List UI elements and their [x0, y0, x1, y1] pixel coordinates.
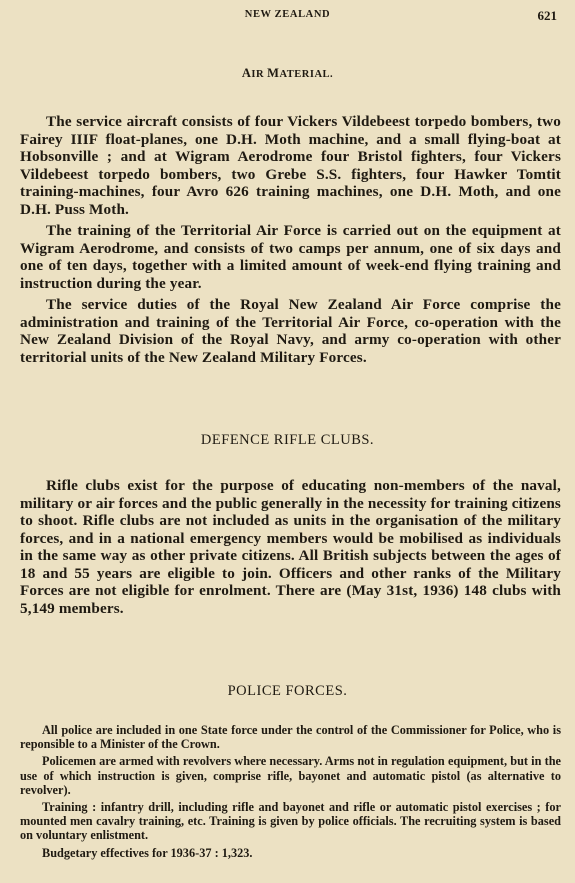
paragraph: Rifle clubs exist for the purpose of educating non-members of the naval, military or air forces and the public generally in the necessity for training citizens to shoot. Rifle clubs are not included as units in the organisation of the military forces, and in a national emergency members would be mobilised as individuals in the same way as other private citizens. All British subjects between the ages of 18 and 55 years are eligible to join. Officers and other ranks of the Military Forces are not eligible for enrolment. There are (May 31st, 1936) 148 clubs with 5,149 members.	[20, 477, 561, 617]
section-air-material	[20, 113, 561, 366]
page-number: 621	[537, 8, 557, 23]
heading-police-forces: POLICE FORCES.	[227, 683, 348, 699]
running-head	[0, 9, 575, 27]
heading-air-rest: ATERIAL.	[279, 69, 334, 80]
heading-defence-rifle-clubs: DEFENCE RIFLE CLUBS.	[200, 432, 375, 448]
paragraph: Budgetary effectives for 1936-37 : 1,323.	[42, 845, 253, 860]
paragraph: Policemen are armed with revolvers where necessary. Arms not in regulation equipment, but in the use of which instruction is given, comprise rifle, bayonet and automatic pistol (as alternative to revolver).	[20, 754, 561, 797]
paragraph: The training of the Territorial Air Force is carried out on the equipment at Wigram Aerodrome, and consists of two camps per annum, one of six days and one of ten days, together with a limited amount of week-end flying training and instruction during the year.	[20, 222, 561, 292]
heading-air-small: IR	[251, 69, 268, 80]
section-defence-rifle-clubs	[20, 477, 561, 617]
paragraph: Training : infantry drill, including rifle and bayonet and rifle or automatic pistol exercises ; for mounted men cavalry training, etc. Training is given by police officials. The recruiting system is based on voluntary enlistment.	[20, 800, 561, 843]
running-title: NEW ZEALAND	[244, 9, 331, 20]
heading-air-material	[0, 66, 575, 81]
paragraph: The service duties of the Royal New Zealand Air Force comprise the administration and training of the Territorial Air Force, co-operation with the New Zealand Division of the Royal Navy, and army co-operation with other territorial units of the New Zealand Military Forces.	[20, 296, 561, 366]
section-police-forces	[20, 723, 561, 860]
paragraph: All police are included in one State force under the control of the Commissioner for Police, who is reponsible to a Minister of the Crown.	[20, 723, 561, 752]
heading-air-first: A	[241, 66, 252, 80]
paragraph: The service aircraft consists of four Vickers Vildebeest torpedo bombers, two Fairey IIIF float-planes, one D.H. Moth machine, and a small flying-boat at Hobsonville ; and at Wigram Aerodrome four Bristol fighters, four Vickers Vildebeest torpedo bombers, two Grebe S.S. fighters, four Hawker Tomtit training-machines, four Avro 626 training machines, one D.H. Moth, and one D.H. Puss Moth.	[20, 113, 561, 218]
heading-air-m: M	[267, 66, 280, 80]
